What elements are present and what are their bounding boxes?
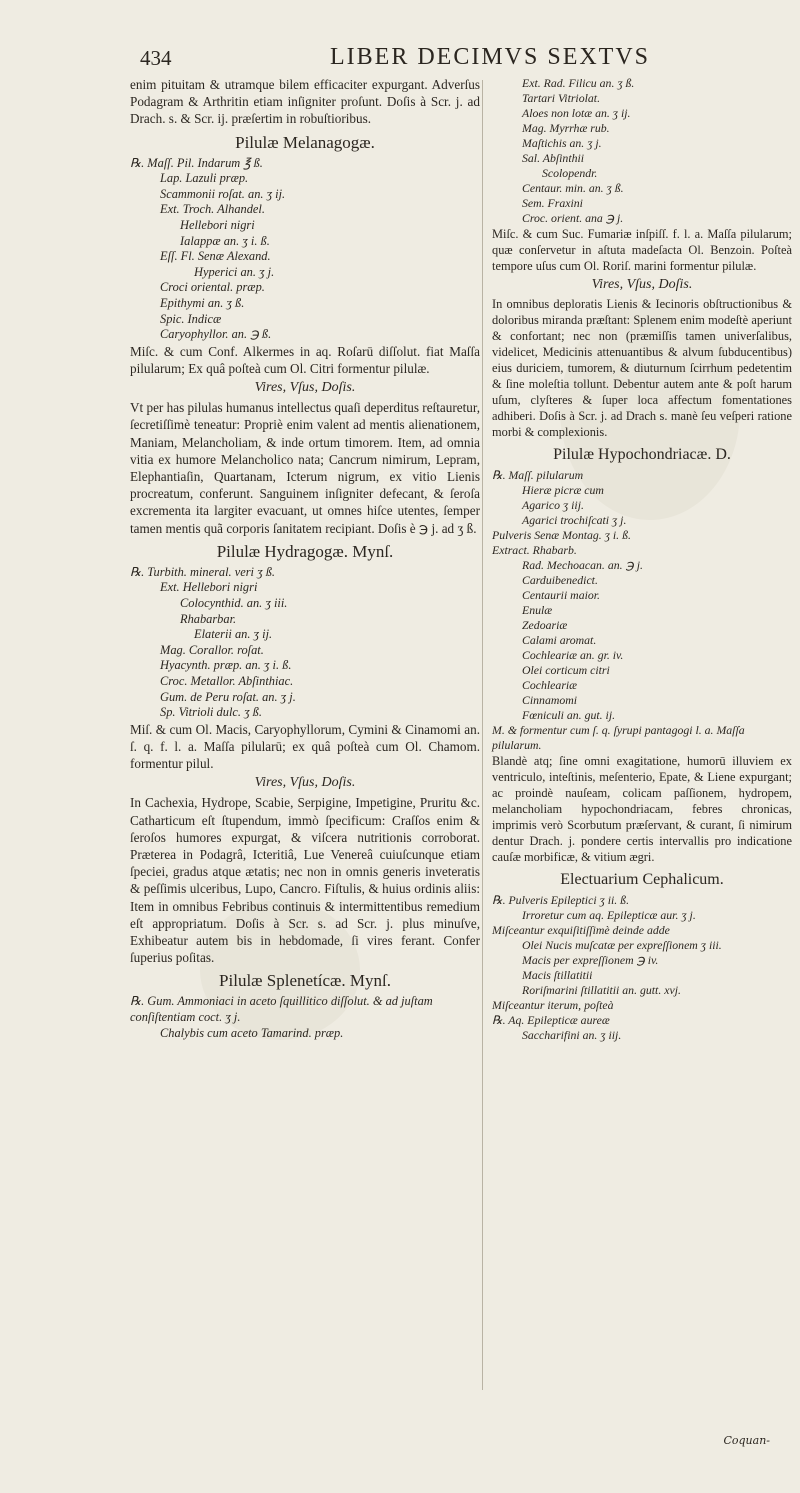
ingredient-line: Chalybis cum aceto Tamarind. præp. <box>160 1025 344 1040</box>
ingredient-line: Colocynthid. an. ʒ iii. <box>180 595 288 610</box>
ingredient-line: Mag. Myrrhæ rub. <box>522 121 610 135</box>
recipe-hydragogae <box>130 565 480 721</box>
ingredient-line: ℞. Pulveris Epileptici ʒ ii. ß. <box>492 893 630 907</box>
ingredient-line: Cinnamomi <box>522 693 578 707</box>
section-title-melanagogae: Pilulæ Melanagogæ. <box>235 132 375 152</box>
ingredient-line: Macis ſtillatitii <box>522 968 593 982</box>
subheading-vires: Vires, Vſus, Doſis. <box>591 277 693 292</box>
ingredient-line: Ext. Rad. Filicu an. ʒ ß. <box>522 76 635 90</box>
ingredient-line: Cochleariæ <box>522 678 578 692</box>
ingredient-line: Pulveris Senæ Montag. ʒ i. ß. <box>492 528 631 542</box>
ingredient-line: Olei Nucis muſcatæ per expreſſionem ʒ iii. <box>522 938 722 952</box>
ingredient-line: Maſtichis an. ʒ j. <box>522 136 602 150</box>
ingredient-line: Sem. Fraxini <box>522 196 583 210</box>
ingredient-line: Aloes non lotæ an. ʒ ij. <box>522 106 631 120</box>
ingredient-line: Croci oriental. præp. <box>160 280 265 295</box>
ingredient-line: Sp. Vitrioli dulc. ʒ ß. <box>160 705 262 720</box>
section-title-electuarium: Electuarium Cephalicum. <box>560 871 724 888</box>
ingredient-line: Centaurii maior. <box>522 588 600 602</box>
body-paragraph: In Cachexia, Hydrope, Scabie, Serpigine, Impetigine, Pruritu &c. Catharticum eſt ſtupendum, immò ſpecificum: Craſſos enim & ſeroſos humores expurgat, & viſcera nutritionis corroborat. Præterea in Podagrâ, Icteritiâ, Lue Venereâ cuiuſcunque etiam ſpeciei, gradus atque ætatis; nec non in omnis generis inveteratis & peſſimis ulceribus, Lupo, Cancro. Fiſtulis, & huius ordinis aliis: Item in omnibus Febribus continuis & intermittentibus remedium eſt appropriatum. Doſis à Scr. s. ad Scr. j. plus minuſve, Exhibeatur autem bis in hebdomade, ſi vires ferant. Confer ſuperius poſitas. <box>130 795 480 966</box>
ingredient-line: Elaterii an. ʒ ij. <box>194 627 273 642</box>
ingredient-line: Extract. Rhabarb. <box>492 543 577 557</box>
ingredient-line: Calami aromat. <box>522 633 597 647</box>
intro-paragraph: enim pituitam & utramque bilem efficaciter expurgant. Adverſus Podagram & Arthritin etiam inſigniter proſunt. Doſis à Scr. j. ad Drach. s. & Scr. ij. præſertim in robuſtioribus. <box>130 77 480 127</box>
subheading-vires: Vires, Vſus, Doſis. <box>254 775 356 791</box>
ingredient-line: Spic. Indicæ <box>160 311 222 326</box>
ingredient-line: Scolopendr. <box>542 166 598 180</box>
ingredient-line: Ialappæ an. ʒ i. ß. <box>180 233 270 248</box>
ingredient-line: Scammonii roſat. an. ʒ ij. <box>160 186 286 201</box>
body-paragraph: Vt per has pilulas humanus intellectus quaſi deperditus reſtauretur, ſecretiſſimè teneatur: Propriè enim valent ad mentis alienationem, Maniam, Melancholiam, & inde ortum timorem. Item, ad omnia vitia ex humore Melancholico nata; Cancrum nimirum, Lepram, Elephantiaſin, Quartanam, Icterum nigrum, ex vitio Lienis procreatum, conferunt. Sanguinem inſigniter defecant, & ſeroſa excrementa ita largiter evacuant, ut omnes hiſce utentes, ſemper tamen mentis quã corporis ſanitatem recipiant. Doſis è ℈ j. ad ʒ ß. <box>130 400 480 536</box>
ingredient-line: Eſſ. Fl. Senæ Alexand. <box>160 249 271 264</box>
running-head: LIBER DECIMVS SEXTVS <box>330 44 651 70</box>
ingredient-line: ℞. Maſſ. Pil. Indarum ℥ ß. <box>130 155 263 170</box>
ingredient-line: Mag. Corallor. roſat. <box>160 642 264 657</box>
ingredient-line: Hellebori nigri <box>180 217 255 232</box>
ingredient-line: Macis per expreſſionem ℈ iv. <box>522 953 659 967</box>
left-column <box>130 76 480 1041</box>
ingredient-line: Enulæ <box>522 603 553 617</box>
ingredient-line: Caryophyllor. an. ℈ ß. <box>160 327 272 342</box>
page-number: 434 <box>140 46 172 70</box>
recipe-instructions: Miſc. & cum Suc. Fumariæ inſpiſſ. f. l. a. Maſſa pilularum; quæ conſervetur in aſtuta madeſacta Ol. Benzoin. Poſteà tempore uſus cum Ol. Roriſ. marini formentur pilulæ. <box>492 227 792 273</box>
section-title-hydragogae: Pilulæ Hydragogæ. Mynſ. <box>216 541 394 561</box>
ingredient-line: Lap. Lazuli præp. <box>160 171 249 186</box>
ingredient-line: Ext. Hellebori nigri <box>160 580 258 595</box>
ingredient-line: Croc. Metallor. Abſinthiac. <box>160 673 294 688</box>
recipe-melanagogae <box>130 156 480 343</box>
recipe-spleneticae <box>130 994 480 1041</box>
ingredient-line: Roriſmarini ſtillatitii an. gutt. xvj. <box>522 983 681 997</box>
recipe-electuarium <box>492 893 792 1043</box>
ingredient-line: Irroretur cum aq. Epilepticæ aur. ʒ j. <box>522 908 696 922</box>
ingredient-line: M. & formentur cum ſ. q. ſyrupi pantagogi l. a. Maſſa pilularum. <box>492 723 745 752</box>
ingredient-line: Agarico ʒ iij. <box>522 498 584 512</box>
body-paragraph: Blandè atq; ſine omni exagitatione, humorū illuviem ex ventriculo, inteſtinis, meſenterio, Epate, & Liene expurgant; ac proindè nauſeam, colicam paſſionem, hydropem, melancholiam hypochondriacam, febres chronicas, imprimis verò Scorbutum præſervant, & curant, ſi nimirum dentur Drach. j. pondere certis intervallis pro indicatione cauſæ morbificæ, & vitium ægri. <box>492 754 792 864</box>
subheading-vires: Vires, Vſus, Doſis. <box>254 380 356 396</box>
ingredient-line: Cochleariæ an. gr. iv. <box>522 648 624 662</box>
recipe-instructions: Miſc. & cum Conf. Alkermes in aq. Roſarū diſſolut. fiat Maſſa pilularum; Ex quâ poſteà cum Ol. Citri formentur pilulæ. <box>130 343 480 376</box>
ingredient-line: Croc. orient. ana ℈ j. <box>522 211 624 225</box>
section-title-spleneticae: Pilulæ Splenetícæ. Mynſ. <box>219 971 391 991</box>
ingredient-line: Sal. Abſinthii <box>522 151 585 165</box>
ingredient-line: Hieræ picræ cum <box>522 483 604 497</box>
ingredient-line: ℞. Aq. Epilepticæ aureæ <box>492 1013 610 1027</box>
right-column <box>492 76 792 1043</box>
ingredient-line: Gum. de Peru roſat. an. ʒ j. <box>160 689 296 704</box>
ingredient-line: Zedoariæ <box>522 618 568 632</box>
ingredient-line: Saccharifini an. ʒ iij. <box>522 1028 622 1042</box>
ingredient-line: Olei corticum citri <box>522 663 610 677</box>
ingredient-line: Miſceantur exquiſitiſſimè deinde adde <box>492 923 670 937</box>
ingredient-line: Ext. Troch. Alhandel. <box>160 202 265 217</box>
ingredient-line: Hyperici an. ʒ j. <box>194 264 275 279</box>
ingredient-line: ℞. Maſſ. pilularum <box>492 468 584 482</box>
body-paragraph: In omnibus deploratis Lienis & Iecinoris obſtructionibus & doloribus miranda præſtant: Splenem enim modeſtè aperiunt & confortant; nec non (præmiſſis tamen univerſalibus, videlicet, Medicinis attenuantibus & alvum ſubducentibus) eius duriciem, tumorem, & diuturnum ſcirrhum pedetentim & ſine moleſtia tollunt. Debentur autem ante & poſt harum uſum, clyſteres & ſuper loca affectum fomentationes adhiberi. Doſis à Scr. j. ad Drach s. manè ſeu veſperi ratione morbi & complexionis. <box>492 297 792 439</box>
ingredient-line: Centaur. min. an. ʒ ß. <box>522 181 624 195</box>
section-title-hypochondriacae: Pilulæ Hypochondriacæ. D. <box>553 446 731 463</box>
recipe-hypochondriacae <box>492 468 792 753</box>
ingredient-line: Hyacynth. præp. an. ʒ i. ß. <box>160 658 292 673</box>
ingredient-line: Agarici trochiſcati ʒ j. <box>522 513 627 527</box>
ingredient-line: Miſceantur iterum, poſteà <box>492 998 614 1012</box>
ingredient-line: ℞. Turbith. mineral. veri ʒ ß. <box>130 564 275 579</box>
ingredient-line: Fœniculi an. gut. ij. <box>522 708 616 722</box>
ingredient-line: Rad. Mechoacan. an. ℈ j. <box>522 558 643 572</box>
ingredient-line: Epithymi an. ʒ ß. <box>160 295 245 310</box>
ingredient-line: Tartari Vitriolat. <box>522 91 601 105</box>
ingredient-line: Rhabarbar. <box>180 611 237 626</box>
recipe-instructions: Miſ. & cum Ol. Macis, Caryophyllorum, Cymini & Cinamomi an. ſ. q. f. l. a. Maſſa pilularū; ex quâ poſteà cum Ol. Chamom. formentur pilul. <box>130 721 480 772</box>
ingredient-line: ℞. Gum. Ammoniaci in aceto ſquillitico diſſolut. & ad juſtam conſiſtentiam coct. ʒ j. <box>130 994 433 1024</box>
ingredient-line: Carduibenedict. <box>522 573 598 587</box>
column-divider <box>482 80 483 1390</box>
catchword: Coquan- <box>723 1434 770 1447</box>
recipe-continued <box>492 76 792 226</box>
